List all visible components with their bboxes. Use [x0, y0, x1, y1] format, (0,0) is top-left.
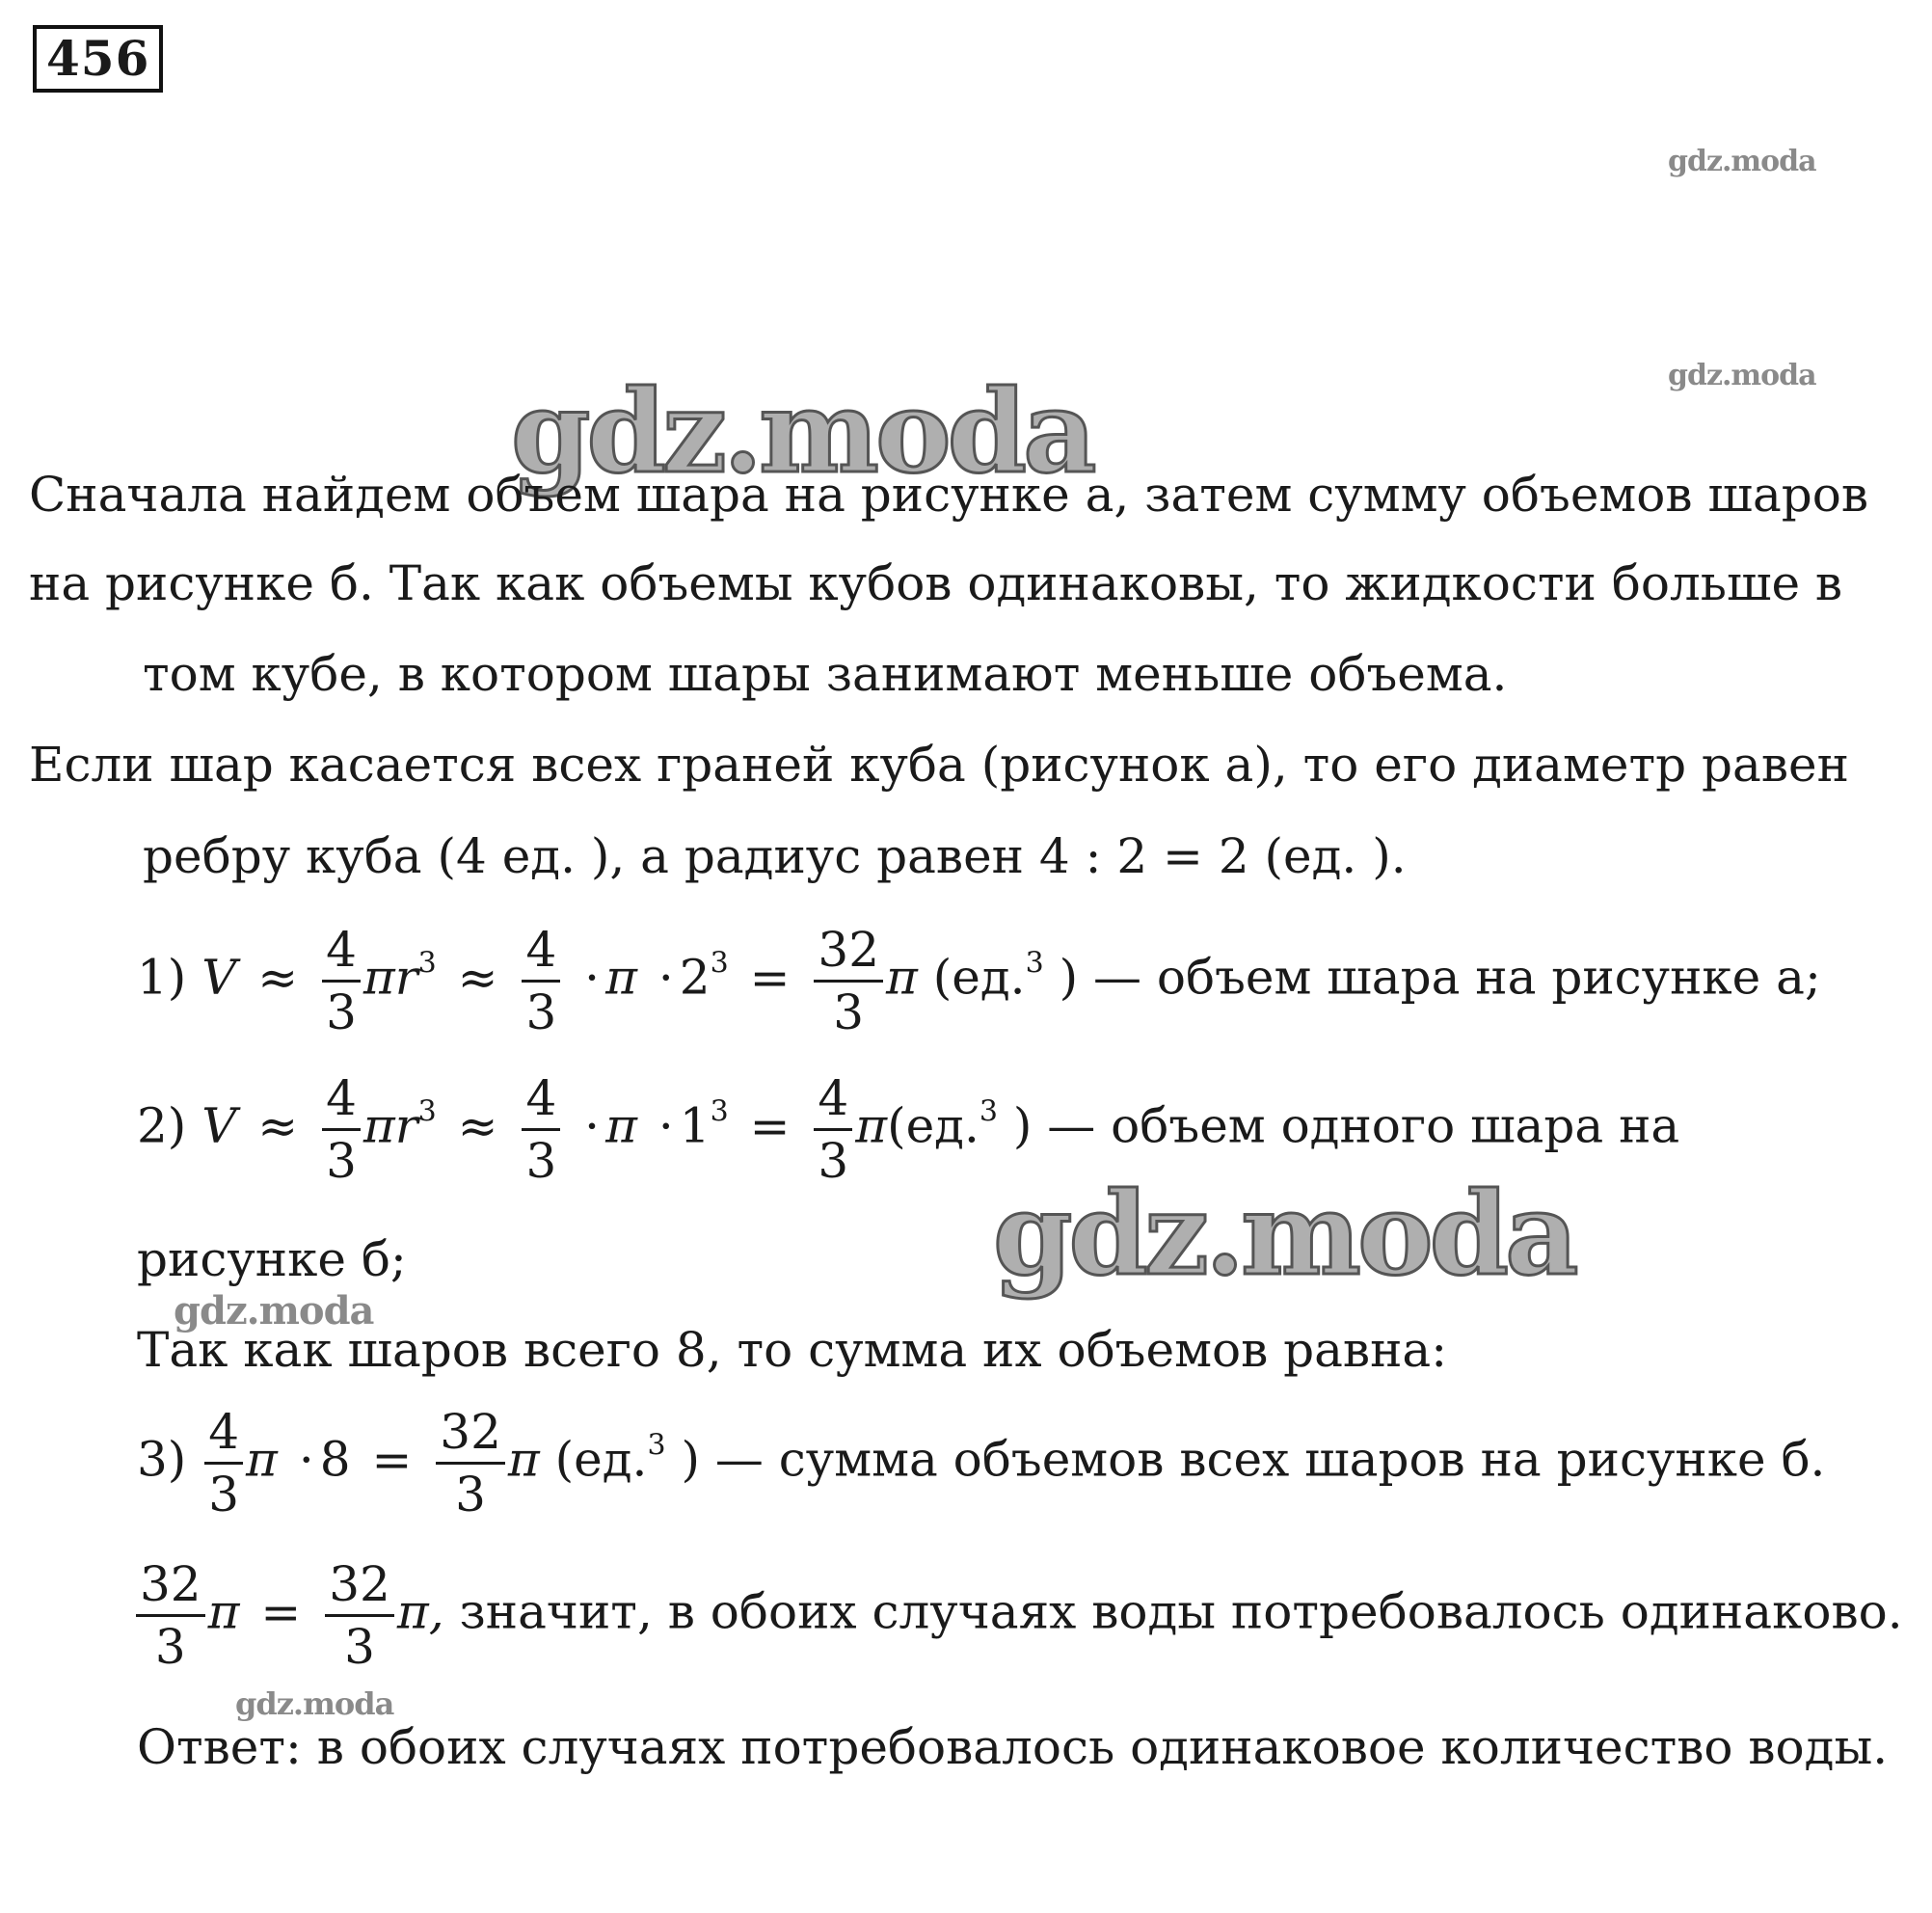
unit-close: ): [681, 1431, 700, 1488]
unit-exponent: 3: [647, 1428, 666, 1463]
pi: π: [886, 949, 918, 1006]
approx-sign: ≈: [457, 1097, 498, 1154]
unit-exponent: 3: [979, 1094, 998, 1129]
equals-sign: =: [749, 949, 791, 1006]
unit: (ед.: [932, 949, 1026, 1006]
step-label: 2): [137, 1097, 187, 1154]
pi: π: [605, 1097, 637, 1154]
fraction: $\frac{32}{3}$: [436, 1408, 505, 1519]
mul-sign: ·: [584, 1097, 601, 1154]
pi: π: [855, 1097, 888, 1154]
fraction: $\frac{4}{3}$: [322, 1074, 361, 1185]
fraction: $\frac{4}{3}$: [522, 926, 560, 1037]
watermark-large: gdz.moda: [511, 364, 1093, 498]
text-line: рисунке б;: [137, 1231, 407, 1287]
text-line: ребру куба (4 ед. ), а радиус равен 4 : 2 = 2 (ед. ).: [143, 828, 1407, 884]
text-line: Если шар касается всех граней куба (рисунок а), то его диаметр равен: [29, 737, 1849, 793]
pi-r: πr: [362, 949, 418, 1006]
pi: π,: [396, 1583, 444, 1640]
unit-close: ): [1012, 1097, 1033, 1154]
equals-sign: =: [371, 1431, 413, 1488]
exponent: 3: [710, 1094, 729, 1129]
comparison-line: [133, 1556, 1903, 1675]
base: 1: [679, 1097, 711, 1154]
pi: π: [507, 1431, 540, 1488]
count: 8: [319, 1431, 351, 1488]
task-number-box: 456: [33, 25, 163, 93]
equals-sign: =: [260, 1583, 302, 1640]
pi: π: [246, 1431, 278, 1488]
watermark: gdz.moda: [174, 1288, 374, 1334]
pi-r: πr: [362, 1097, 418, 1154]
exponent: 3: [417, 1094, 437, 1129]
fraction: $\frac{4}{3}$: [522, 1074, 560, 1185]
var-v: V: [201, 1097, 237, 1154]
formula-step-2: [137, 1070, 1680, 1189]
unit-exponent: 3: [1025, 946, 1044, 981]
answer-line: Ответ: в обоих случаях потребовалось одинаковое количество воды.: [137, 1719, 1889, 1775]
formula-step-1: [137, 922, 1821, 1040]
approx-sign: ≈: [257, 1097, 299, 1154]
mul-sign: ·: [657, 1097, 674, 1154]
approx-sign: ≈: [257, 949, 299, 1006]
watermark: gdz.moda: [1668, 145, 1816, 178]
fraction: $\frac{4}{3}$: [814, 1074, 852, 1185]
text-line: Сначала найдем объем шара на рисунке а, затем сумму объемов шаров: [29, 467, 1869, 523]
pi: π: [605, 949, 637, 1006]
mul-sign: ·: [657, 949, 674, 1006]
step-description: — сумма объемов всех шаров на рисунке б.: [714, 1431, 1826, 1488]
unit-close: ): [1059, 949, 1079, 1006]
step-description: — объем одного шара на: [1047, 1097, 1680, 1154]
unit: (ед.: [887, 1097, 979, 1154]
mul-sign: ·: [584, 949, 601, 1006]
exponent: 3: [417, 946, 437, 981]
equals-sign: =: [749, 1097, 791, 1154]
fraction: $\frac{32}{3}$: [814, 926, 883, 1037]
fraction: $\frac{32}{3}$: [136, 1560, 205, 1671]
step-label: 3): [137, 1431, 187, 1488]
text-line: Так как шаров всего 8, то сумма их объемов равна:: [137, 1322, 1448, 1378]
formula-step-3: [137, 1404, 1826, 1522]
fraction: $\frac{4}{3}$: [322, 926, 361, 1037]
var-v: V: [201, 949, 237, 1006]
fraction: $\frac{32}{3}$: [325, 1560, 394, 1671]
text-line: том кубе, в котором шары занимают меньше объема.: [143, 646, 1508, 702]
watermark: gdz.moda: [235, 1685, 394, 1722]
watermark-large: gdz.moda: [993, 1167, 1575, 1301]
unit: (ед.: [554, 1431, 648, 1488]
approx-sign: ≈: [457, 949, 498, 1006]
base: 2: [679, 949, 711, 1006]
text-line: на рисунке б. Так как объемы кубов одинаковы, то жидкости больше в: [29, 555, 1843, 611]
exponent: 3: [710, 946, 729, 981]
step-label: 1): [137, 949, 187, 1006]
pi: π: [207, 1583, 240, 1640]
mul-sign: ·: [298, 1431, 314, 1488]
fraction: $\frac{4}{3}$: [204, 1408, 243, 1519]
comparison-text: значит, в обоих случаях воды потребовалось одинаково.: [459, 1583, 1903, 1640]
step-description: — объем шара на рисунке а;: [1093, 949, 1821, 1006]
watermark: gdz.moda: [1668, 359, 1816, 392]
